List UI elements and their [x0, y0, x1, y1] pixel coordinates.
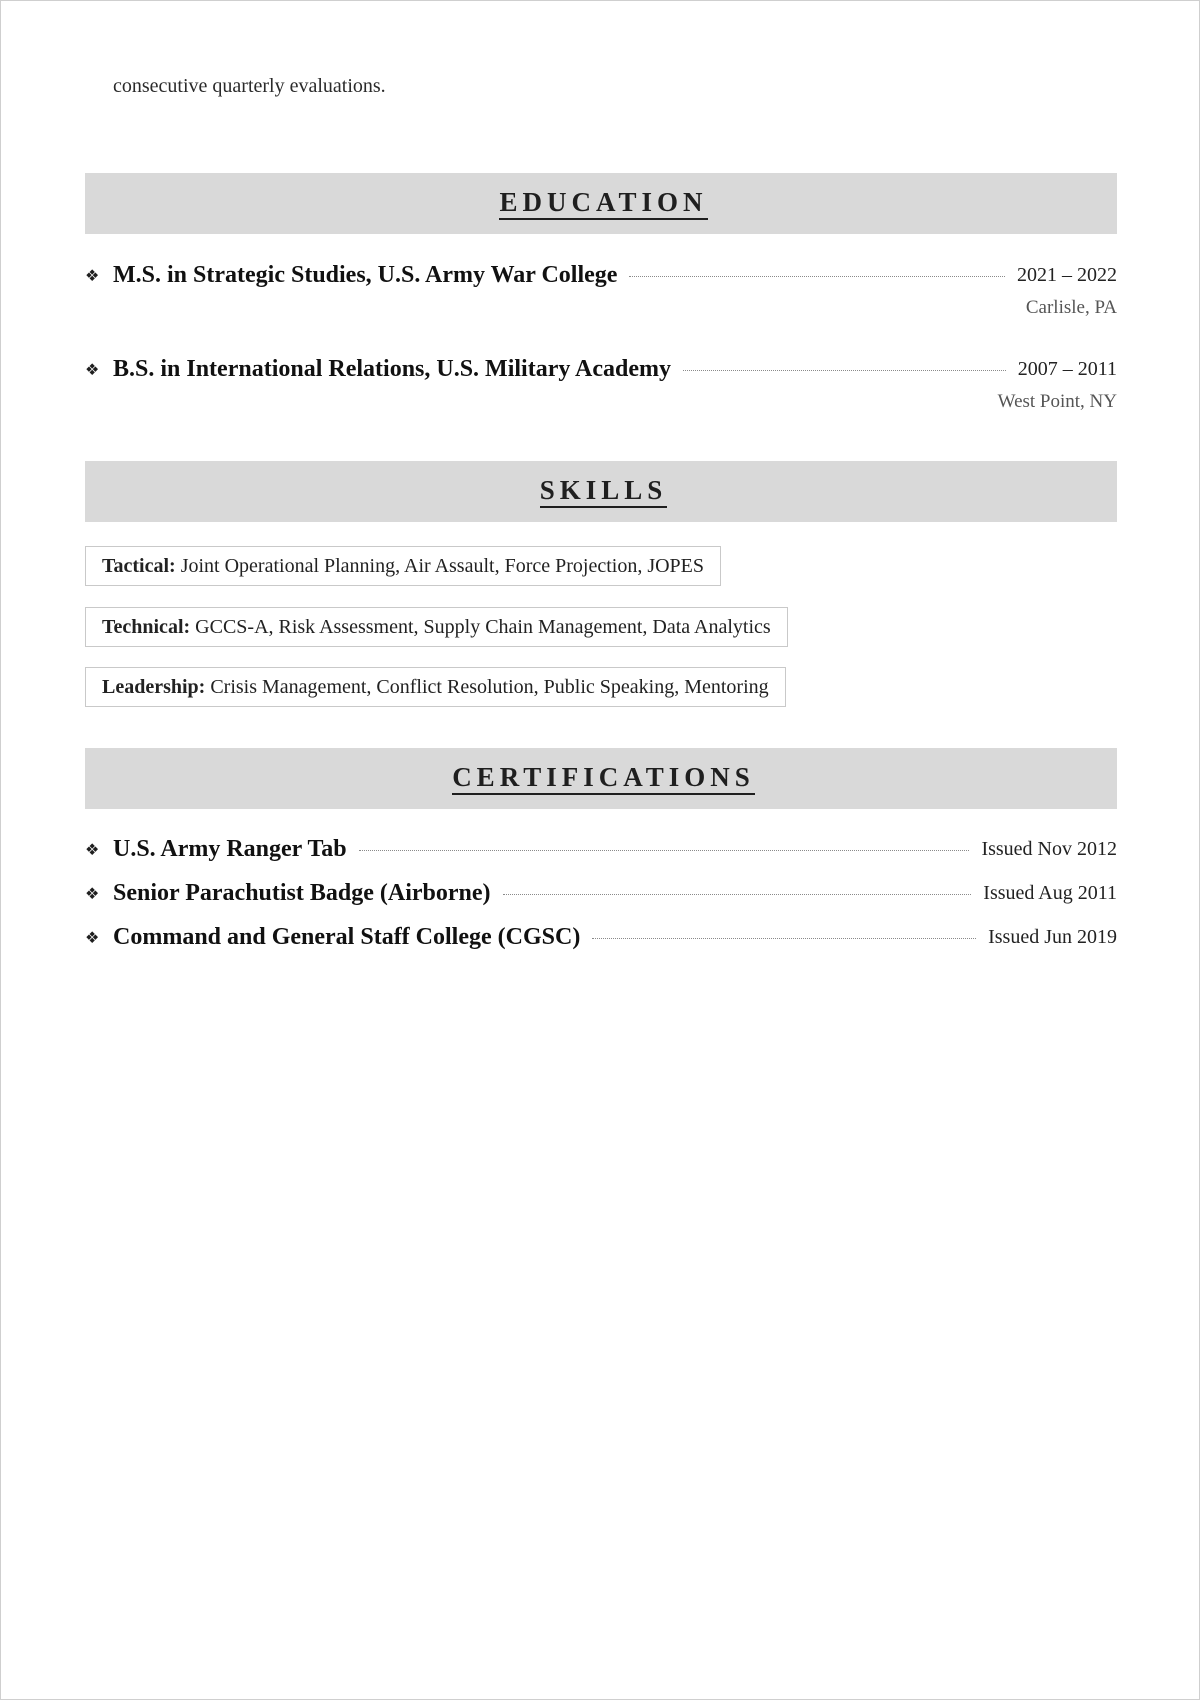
- certification-issued: Issued Aug 2011: [983, 881, 1117, 904]
- education-section-header: [85, 173, 1117, 234]
- certification-name: Senior Parachutist Badge (Airborne): [113, 879, 491, 906]
- education-item-line: [85, 352, 1117, 386]
- skill-group-label: Technical:: [102, 615, 191, 638]
- education-dates: 2007 – 2011: [1017, 357, 1117, 380]
- certification-name: U.S. Army Ranger Tab: [113, 835, 347, 862]
- diamond-bullet-icon: ❖: [85, 927, 100, 947]
- skill-group-technical: [85, 607, 788, 647]
- skill-group-label: Leadership:: [102, 675, 206, 698]
- certification-item-line: [85, 876, 1117, 910]
- certification-item: [85, 832, 1117, 866]
- skill-group-label: Tactical:: [102, 554, 176, 577]
- skill-group-tactical: [85, 546, 721, 586]
- education-dates: 2021 – 2022: [1017, 263, 1117, 286]
- experience-continuation-text: consecutive quarterly evaluations.: [113, 75, 386, 97]
- dotted-leader: [629, 276, 1005, 277]
- certifications-section-header: [85, 748, 1117, 809]
- skill-group-value: Joint Operational Planning, Air Assault, Force Projection, JOPES: [180, 554, 705, 577]
- skill-group-value: GCCS-A, Risk Assessment, Supply Chain Management, Data Analytics: [195, 615, 771, 638]
- certifications-section-title: CERTIFICATIONS: [452, 762, 755, 795]
- education-location: West Point, NY: [997, 391, 1117, 412]
- education-item-line: [85, 258, 1117, 292]
- education-section-title: EDUCATION: [499, 187, 707, 220]
- education-item: [85, 258, 1117, 324]
- diamond-bullet-icon: ❖: [85, 883, 100, 903]
- dotted-leader: [359, 850, 970, 851]
- certification-issued: Issued Nov 2012: [981, 837, 1117, 860]
- dotted-leader: [503, 894, 972, 895]
- dotted-leader: [592, 938, 976, 939]
- diamond-bullet-icon: ❖: [85, 359, 100, 379]
- certification-issued: Issued Jun 2019: [988, 925, 1117, 948]
- education-degree: M.S. in Strategic Studies, U.S. Army War College: [113, 261, 618, 288]
- dotted-leader: [683, 370, 1006, 371]
- education-degree: B.S. in International Relations, U.S. Military Academy: [113, 355, 672, 382]
- diamond-bullet-icon: ❖: [85, 265, 100, 285]
- skill-group-value: Crisis Management, Conflict Resolution, Public Speaking, Mentoring: [210, 675, 769, 698]
- certification-item-line: [85, 832, 1117, 866]
- skill-group-leadership: [85, 667, 786, 707]
- diamond-bullet-icon: ❖: [85, 839, 100, 859]
- education-item: [85, 352, 1117, 418]
- certification-item-line: [85, 920, 1117, 954]
- education-location: Carlisle, PA: [1025, 297, 1117, 318]
- certification-item: [85, 876, 1117, 910]
- certification-item: [85, 920, 1117, 954]
- certification-name: Command and General Staff College (CGSC): [113, 923, 581, 950]
- skills-section-title: SKILLS: [540, 475, 668, 508]
- skills-section-header: [85, 461, 1117, 522]
